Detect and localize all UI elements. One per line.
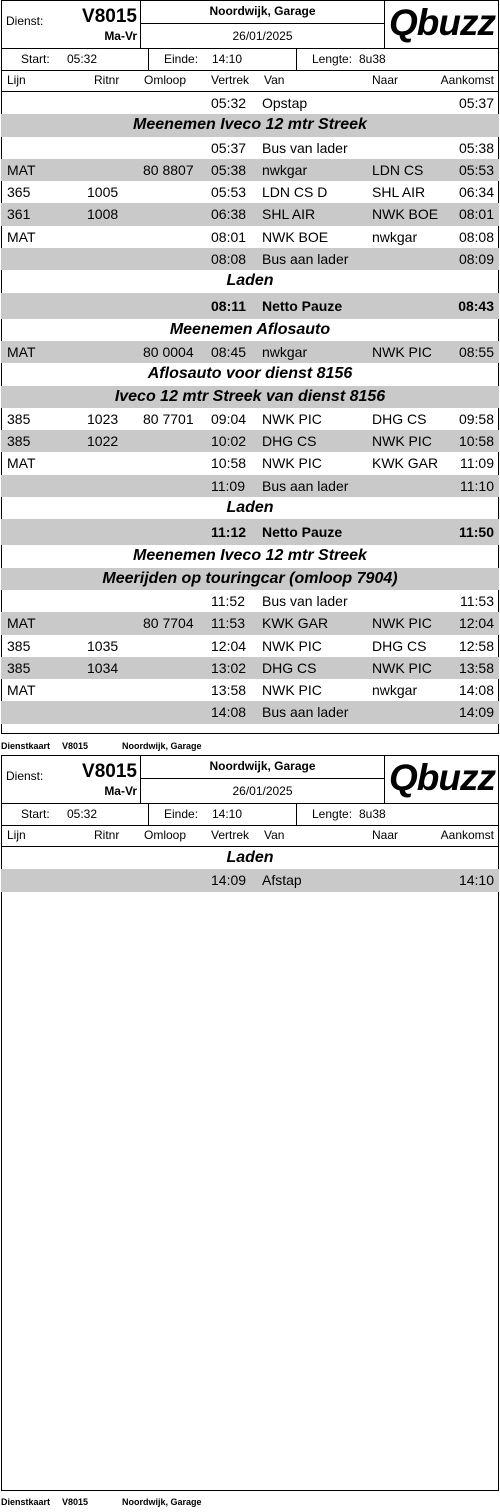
cell-lijn: MAT bbox=[7, 343, 36, 360]
cell-ritnr: 1008 bbox=[87, 206, 119, 223]
section-row bbox=[1, 545, 499, 567]
lengte-value: 8u38 bbox=[359, 807, 386, 821]
cell-naar: nwkgar bbox=[372, 228, 418, 245]
cell-omloop: 80 8807 bbox=[143, 161, 194, 178]
start-time: 05:32 bbox=[67, 52, 98, 66]
cell-naar: KWK GAR bbox=[372, 455, 439, 472]
column-header-row bbox=[1, 71, 499, 92]
cell-van: NWK PIC bbox=[262, 455, 322, 472]
cell-lijn: MAT bbox=[7, 615, 36, 632]
section-title: Meenemen Iveco 12 mtr Streek bbox=[133, 116, 367, 134]
trip-row bbox=[1, 869, 499, 891]
section-title: Aflosauto voor dienst 8156 bbox=[147, 365, 353, 383]
col-aankomst: Aankomst bbox=[440, 73, 494, 87]
cell-van: SHL AIR bbox=[262, 206, 316, 223]
cell-vertrek: 08:01 bbox=[211, 228, 247, 245]
cell-vertrek: 05:32 bbox=[211, 95, 247, 111]
section-title: Laden bbox=[226, 499, 274, 517]
trip-row bbox=[1, 181, 499, 203]
column-header-row bbox=[1, 826, 499, 847]
cell-aankomst: 10:58 bbox=[458, 433, 494, 450]
location-name: Noordwijk, Garage bbox=[141, 755, 384, 779]
footer-code: V8015 bbox=[62, 741, 89, 751]
cell-vertrek: 09:04 bbox=[211, 410, 247, 427]
page-header bbox=[1, 755, 499, 803]
cell-aankomst: 14:09 bbox=[458, 704, 494, 721]
divider bbox=[296, 804, 297, 825]
cell-ritnr: 1034 bbox=[87, 659, 119, 676]
start-label: Start: bbox=[21, 807, 50, 821]
cell-lijn: 385 bbox=[7, 659, 31, 676]
cell-naar: NWK BOE bbox=[372, 206, 439, 223]
col-omloop: Omloop bbox=[144, 73, 187, 87]
qbuzz-logo: Qbuzz bbox=[389, 2, 495, 43]
cell-naar: nwkgar bbox=[372, 682, 418, 699]
cell-van: Netto Pauze bbox=[262, 297, 343, 314]
cell-van: LDN CS D bbox=[262, 184, 328, 201]
section-row bbox=[1, 847, 499, 869]
cell-lijn: 385 bbox=[7, 637, 31, 654]
cell-van: Bus van lader bbox=[262, 139, 348, 156]
cell-aankomst: 13:58 bbox=[458, 659, 494, 676]
divider bbox=[148, 49, 149, 70]
cell-vertrek: 05:37 bbox=[211, 139, 247, 156]
section-row bbox=[1, 363, 499, 385]
cell-aankomst: 14:08 bbox=[458, 682, 494, 699]
cell-van: KWK GAR bbox=[262, 615, 329, 632]
location-name: Noordwijk, Garage bbox=[141, 0, 384, 24]
col-ritnr: Ritnr bbox=[94, 73, 120, 87]
cell-vertrek: 05:53 bbox=[211, 184, 247, 201]
footer-location: Noordwijk, Garage bbox=[122, 1497, 202, 1507]
cell-aankomst: 08:09 bbox=[458, 251, 494, 268]
trip-row bbox=[1, 612, 499, 634]
cell-van: DHG CS bbox=[262, 659, 317, 676]
dienst-cell bbox=[1, 755, 141, 803]
shift-summary-row bbox=[1, 803, 499, 826]
dienstkaart-page-1 bbox=[0, 0, 500, 734]
col-vertrek: Vertrek bbox=[211, 828, 250, 842]
cell-naar: DHG CS bbox=[372, 637, 427, 654]
cell-van: NWK PIC bbox=[262, 637, 322, 654]
cell-naar: NWK PIC bbox=[372, 433, 432, 450]
cell-vertrek: 08:45 bbox=[211, 343, 247, 360]
lengte-label: Lengte: bbox=[312, 52, 353, 66]
trip-row bbox=[1, 341, 499, 363]
col-van: Van bbox=[264, 73, 285, 87]
cell-van: Bus aan lader bbox=[262, 477, 349, 494]
trip-row bbox=[1, 452, 499, 474]
cell-van: NWK BOE bbox=[262, 228, 329, 245]
dienst-days: Ma-Vr bbox=[104, 784, 137, 798]
trip-row bbox=[1, 430, 499, 452]
cell-vertrek: 11:53 bbox=[211, 615, 245, 632]
footer-label: Dienstkaart bbox=[1, 741, 51, 751]
section-row bbox=[1, 497, 499, 519]
cell-naar: NWK PIC bbox=[372, 343, 432, 360]
cell-ritnr: 1022 bbox=[87, 433, 119, 450]
trip-row bbox=[1, 475, 499, 497]
einde-label: Einde: bbox=[164, 807, 199, 821]
section-title: Meenemen Aflosauto bbox=[169, 320, 331, 338]
cell-vertrek: 11:12 bbox=[211, 524, 247, 541]
cell-aankomst: 11:10 bbox=[460, 477, 494, 494]
start-time: 05:32 bbox=[67, 807, 98, 821]
dienst-label: Dienst: bbox=[6, 769, 44, 783]
cell-omloop: 80 7704 bbox=[143, 615, 194, 632]
cell-vertrek: 11:52 bbox=[211, 592, 245, 609]
cell-aankomst: 08:43 bbox=[458, 297, 494, 314]
trip-row bbox=[1, 92, 499, 114]
trip-row bbox=[1, 408, 499, 430]
section-title: Iveco 12 mtr Streek van dienst 8156 bbox=[114, 387, 386, 405]
cell-aankomst: 11:53 bbox=[460, 592, 494, 609]
trip-row bbox=[1, 701, 499, 723]
cell-van: Bus aan lader bbox=[262, 704, 349, 721]
schedule-rows bbox=[1, 847, 499, 892]
section-title: Laden bbox=[226, 272, 274, 290]
dienst-cell bbox=[1, 0, 141, 48]
section-title: Laden bbox=[226, 849, 274, 866]
cell-naar: NWK PIC bbox=[372, 615, 432, 632]
cell-lijn: 361 bbox=[7, 206, 31, 223]
cell-lijn: 365 bbox=[7, 184, 31, 201]
service-date: 26/01/2025 bbox=[232, 784, 293, 798]
service-date: 26/01/2025 bbox=[232, 29, 293, 43]
page-header bbox=[1, 0, 499, 48]
einde-time: 14:10 bbox=[212, 807, 243, 821]
cell-van: NWK PIC bbox=[262, 682, 322, 699]
einde-time: 14:10 bbox=[212, 52, 243, 66]
dienstkaart-page-2 bbox=[0, 755, 500, 1491]
cell-ritnr: 1023 bbox=[87, 410, 119, 427]
divider bbox=[296, 49, 297, 70]
cell-aankomst: 08:01 bbox=[458, 206, 494, 223]
qbuzz-logo: Qbuzz bbox=[389, 757, 495, 798]
cell-lijn: MAT bbox=[7, 682, 36, 699]
cell-van: Bus van lader bbox=[262, 592, 348, 609]
col-naar: Naar bbox=[372, 828, 399, 842]
cell-naar: LDN CS bbox=[372, 161, 424, 178]
col-lijn: Lijn bbox=[7, 828, 26, 842]
location-cell bbox=[141, 755, 385, 803]
dienst-label: Dienst: bbox=[6, 14, 44, 28]
cell-vertrek: 13:58 bbox=[211, 682, 247, 699]
cell-omloop: 80 7701 bbox=[143, 410, 194, 427]
cell-vertrek: 08:11 bbox=[211, 297, 247, 314]
dienst-days: Ma-Vr bbox=[104, 29, 137, 43]
cell-lijn: MAT bbox=[7, 228, 36, 245]
cell-ritnr: 1035 bbox=[87, 637, 119, 654]
trip-row bbox=[1, 590, 499, 612]
cell-lijn: 385 bbox=[7, 433, 31, 450]
section-row bbox=[1, 568, 499, 590]
pause-row bbox=[1, 519, 499, 545]
cell-aankomst: 08:55 bbox=[458, 343, 494, 360]
cell-naar: NWK PIC bbox=[372, 659, 432, 676]
footer-location: Noordwijk, Garage bbox=[122, 741, 202, 751]
cell-aankomst: 11:09 bbox=[460, 455, 494, 472]
cell-aankomst: 12:58 bbox=[458, 637, 494, 654]
lengte-value: 8u38 bbox=[359, 52, 386, 66]
cell-vertrek: 14:08 bbox=[211, 704, 247, 721]
trip-row bbox=[1, 248, 499, 270]
footer-code: V8015 bbox=[62, 1497, 89, 1507]
shift-summary-row bbox=[1, 48, 499, 71]
einde-label: Einde: bbox=[164, 52, 199, 66]
cell-aankomst: 09:58 bbox=[458, 410, 494, 427]
cell-vertrek: 12:04 bbox=[211, 637, 247, 654]
cell-van: Afstap bbox=[262, 872, 302, 889]
cell-lijn: MAT bbox=[7, 161, 36, 178]
cell-lijn: MAT bbox=[7, 455, 36, 472]
cell-vertrek: 11:09 bbox=[211, 477, 245, 494]
trip-row bbox=[1, 203, 499, 225]
cell-van: DHG CS bbox=[262, 433, 317, 450]
cell-van: NWK PIC bbox=[262, 410, 322, 427]
cell-van: nwkgar bbox=[262, 161, 308, 178]
section-row bbox=[1, 114, 499, 136]
trip-row bbox=[1, 635, 499, 657]
cell-aankomst: 05:37 bbox=[458, 95, 494, 111]
cell-aankomst: 06:34 bbox=[458, 184, 494, 201]
pause-row bbox=[1, 293, 499, 319]
cell-vertrek: 13:02 bbox=[211, 659, 247, 676]
cell-vertrek: 06:38 bbox=[211, 206, 247, 223]
col-aankomst: Aankomst bbox=[440, 828, 494, 842]
section-row bbox=[1, 270, 499, 292]
cell-vertrek: 10:58 bbox=[211, 455, 247, 472]
start-label: Start: bbox=[21, 52, 50, 66]
col-vertrek: Vertrek bbox=[211, 73, 250, 87]
divider bbox=[148, 804, 149, 825]
cell-vertrek: 08:08 bbox=[211, 251, 247, 268]
cell-van: Bus aan lader bbox=[262, 251, 349, 268]
trip-row bbox=[1, 137, 499, 159]
cell-ritnr: 1005 bbox=[87, 184, 119, 201]
cell-van: Opstap bbox=[262, 95, 308, 111]
footer-label: Dienstkaart bbox=[1, 1497, 51, 1507]
cell-aankomst: 14:10 bbox=[458, 872, 494, 889]
cell-aankomst: 12:04 bbox=[458, 615, 494, 632]
section-row bbox=[1, 386, 499, 408]
cell-naar: SHL AIR bbox=[372, 184, 426, 201]
cell-vertrek: 14:09 bbox=[211, 872, 247, 889]
cell-vertrek: 05:38 bbox=[211, 161, 247, 178]
cell-van: nwkgar bbox=[262, 343, 308, 360]
cell-omloop: 80 0004 bbox=[143, 343, 194, 360]
section-title: Meerijden op touringcar (omloop 7904) bbox=[102, 569, 398, 587]
cell-van: Netto Pauze bbox=[262, 524, 343, 541]
col-van: Van bbox=[264, 828, 285, 842]
cell-lijn: 385 bbox=[7, 410, 31, 427]
lengte-label: Lengte: bbox=[312, 807, 353, 821]
location-cell bbox=[141, 0, 385, 48]
col-omloop: Omloop bbox=[144, 828, 187, 842]
trip-row bbox=[1, 159, 499, 181]
schedule-rows bbox=[1, 92, 499, 724]
section-row bbox=[1, 319, 499, 341]
dienst-code: V8015 bbox=[82, 6, 137, 27]
trip-row bbox=[1, 679, 499, 701]
section-title: Meenemen Iveco 12 mtr Streek bbox=[133, 547, 367, 565]
cell-aankomst: 05:38 bbox=[458, 139, 494, 156]
cell-naar: DHG CS bbox=[372, 410, 427, 427]
col-lijn: Lijn bbox=[7, 73, 26, 87]
col-naar: Naar bbox=[372, 73, 399, 87]
cell-aankomst: 05:53 bbox=[458, 161, 494, 178]
cell-vertrek: 10:02 bbox=[211, 433, 247, 450]
cell-aankomst: 11:50 bbox=[458, 524, 494, 541]
cell-aankomst: 08:08 bbox=[458, 228, 494, 245]
trip-row bbox=[1, 226, 499, 248]
trip-row bbox=[1, 657, 499, 679]
dienst-code: V8015 bbox=[82, 761, 137, 782]
col-ritnr: Ritnr bbox=[94, 828, 120, 842]
